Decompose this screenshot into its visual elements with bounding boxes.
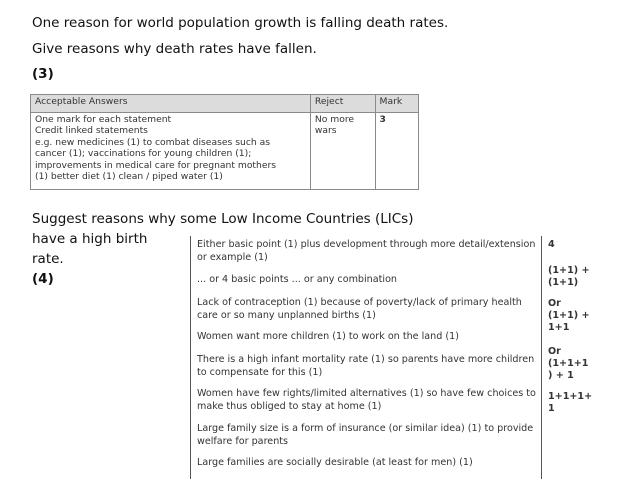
table2-column-divider (541, 236, 542, 479)
table2-row: ... or 4 basic points ... or any combination (197, 274, 398, 285)
question1-line1: One reason for world population growth is falling death rates. (32, 15, 449, 31)
question2-marks: (4) (32, 271, 54, 287)
mark-scheme-table-2 (190, 236, 601, 479)
table2-mark: 1 (548, 403, 555, 414)
table1-answers-cell (31, 113, 311, 190)
table2-mark: (1+1) (548, 277, 579, 288)
table1-header-answers: Acceptable Answers (31, 95, 311, 113)
table2-row: Either basic point (1) plus development through more detail/extension or example (1) (197, 239, 536, 263)
table2-mark: (1+1+1 (548, 358, 589, 369)
table2-row: Women have few rights/limited alternatives (1) so have few choices to make thus obliged to stay at home (1) (197, 388, 536, 412)
table2-row: Large family size is a form of insurance (or similar idea) (1) to provide welfare for parents (197, 423, 534, 447)
table2-mark: 1+1 (548, 322, 570, 333)
question1-line2: Give reasons why death rates have fallen. (32, 41, 317, 57)
question2-line1: Suggest reasons why some Low Income Countries (LICs) (32, 211, 414, 227)
table1-answer-line: cancer (1); vaccinations for young children (1); (35, 148, 252, 160)
table1-reject-cell (310, 113, 375, 190)
table1-header-reject: Reject (310, 95, 375, 113)
question2-line2: have a high birth (32, 231, 148, 247)
table1-header-row (31, 95, 419, 113)
table1-row (31, 113, 419, 190)
table1-answer-line: improvements in medical care for pregnant mothers (35, 159, 277, 171)
table1-answer-line: (1) better diet (1) clean / piped water (1) (35, 171, 223, 183)
table2-mark: ) + 1 (548, 370, 574, 381)
table2-row: Lack of contraception (1) because of poverty/lack of primary health care or so many unplanned births (1) (197, 297, 522, 321)
question2-line3: rate. (32, 251, 64, 267)
table1-mark-cell: 3 (375, 113, 418, 190)
table1-header-mark: Mark (375, 95, 418, 113)
table2-mark: (1+1) + (548, 265, 590, 276)
table2-row: Women want more children (1) to work on the land (1) (197, 331, 459, 342)
table2-mark: Or (548, 298, 561, 309)
question1-marks: (3) (32, 66, 54, 82)
table2-mark: 4 (548, 239, 555, 250)
table2-mark: 1+1+1+ (548, 391, 593, 402)
table2-row: Large families are socially desirable (at least for men) (1) (197, 457, 473, 468)
table1-answer-line: One mark for each statement (35, 114, 172, 125)
table1-answer-line: e.g. new medicines (1) to combat diseases such as (35, 136, 271, 148)
mark-scheme-table-1 (30, 94, 419, 190)
table1-answer-line: Credit linked statements (35, 125, 148, 137)
table2-mark: (1+1) + (548, 310, 590, 321)
table1-reject-line: No more (314, 114, 355, 125)
table2-mark: Or (548, 346, 561, 357)
table1-reject-line: wars (314, 125, 337, 137)
table2-row: There is a high infant mortality rate (1) so parents have more children to compensate for this (1) (197, 354, 535, 378)
